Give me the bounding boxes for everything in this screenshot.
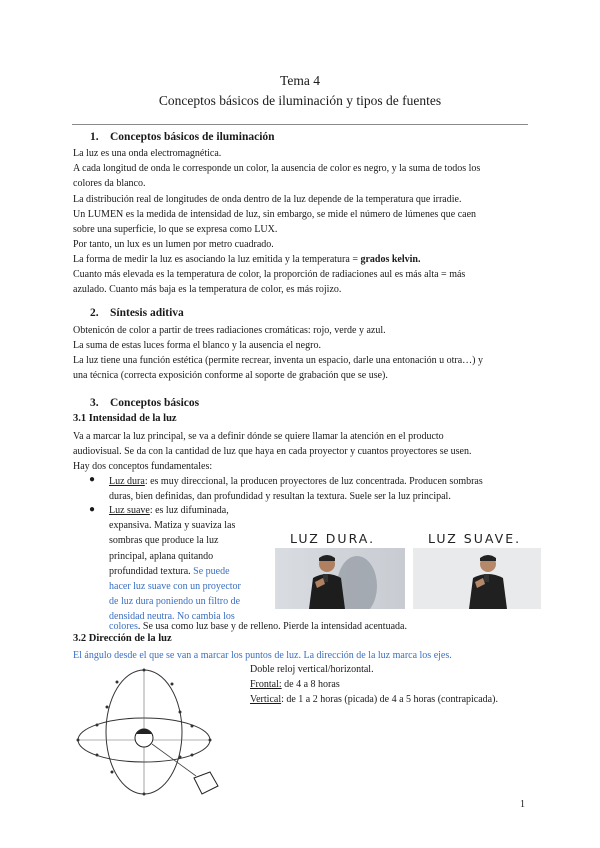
s1-paragraph-6	[73, 252, 420, 267]
s1-paragraph-7b: azulado. Cuanto más baja es la temperatura de color, es más rojizo.	[73, 284, 342, 295]
s1-paragraph-5: Por tanto, un lux es un lumen por metro cuadrado.	[73, 239, 274, 250]
s2-paragraph-2: La suma de estas luces forma el blanco y la ausencia el negro.	[73, 340, 321, 351]
section-1-heading	[90, 131, 275, 143]
bullet-dot-2: ●	[89, 504, 96, 515]
section-2-number: 2.	[90, 307, 99, 319]
frontal-term: Frontal:	[250, 679, 282, 690]
s1-paragraph-2b: colores da blanco.	[73, 178, 146, 189]
vertical-text: : de 1 a 2 horas (picada) de 4 a 5 horas (contrapicada).	[281, 694, 498, 705]
bullet-1-line-1	[109, 474, 483, 489]
page-number: 1	[520, 799, 525, 810]
bullet-2-term: Luz suave	[109, 505, 150, 516]
bullet-2-line-4: principal, aplana quitando	[109, 550, 214, 562]
section-1-number: 1.	[90, 131, 99, 143]
bullet-2-l5: profundidad textura.	[109, 565, 191, 577]
bullet-2-line-3: sombras que produce la luz	[109, 535, 219, 547]
header-rule	[72, 124, 528, 125]
bullet-2-final-line	[109, 619, 407, 634]
direction-double-clock: Doble reloj vertical/horizontal.	[250, 664, 374, 675]
direction-frontal	[250, 679, 340, 690]
s1-paragraph-1: La luz es una onda electromagnética.	[73, 148, 222, 159]
section-2-heading	[90, 307, 184, 319]
bullet-2-blue-1: Se puede	[193, 565, 230, 577]
s1-paragraph-7a: Cuanto más elevada es la temperatura de color, la proporción de radiaciones aul es más alta = más	[73, 269, 466, 280]
s2-paragraph-1: Obtenicón de color a partir de trees radiaciones cromáticas: rojo, verde y azul.	[73, 325, 386, 336]
bullet-2-blue-3: de luz dura poniendo un filtro de	[109, 596, 241, 608]
soft-light-label: LUZ SUAVE.	[428, 531, 522, 546]
document-subtitle: Conceptos básicos de iluminación y tipos de fuentes	[158, 93, 442, 108]
bullet-2-column	[109, 503, 266, 625]
direction-intro: El ángulo desde el que se van a marcar los puntos de luz. La dirección de la luz marca los ejes.	[73, 650, 452, 661]
section-3-heading	[90, 397, 199, 409]
section-3-number: 3.	[90, 397, 99, 409]
s2-paragraph-3a: La luz tiene una función estética (permite recrear, inventa un espacio, darle una entonación u otra…) y	[73, 355, 483, 366]
s1-p6-text: La forma de medir la luz es asociando la luz emitida y la temperatura =	[73, 254, 358, 265]
s1-paragraph-2a: A cada longitud de onda le corresponde un color, la ausencia de color es negro, y la suma de todos los	[73, 163, 481, 174]
bullet-dot-1: ●	[89, 474, 96, 485]
direction-vertical	[250, 694, 498, 705]
hard-light-label: LUZ DURA.	[290, 531, 376, 546]
frontal-text: de 4 a 8 horas	[281, 679, 340, 690]
subsection-3-1-heading: 3.1 Intensidad de la luz	[73, 413, 177, 424]
bullet-2-line-1	[109, 503, 266, 518]
bullet-1-term: Luz dura	[109, 476, 145, 487]
s1-paragraph-3: La distribución real de longitudes de onda dentro de la luz depende de la temperatura que irradie.	[73, 194, 462, 205]
section-1-title: Conceptos básicos de iluminación	[110, 131, 275, 143]
bullet-2-l1: : es luz difuminada,	[149, 505, 229, 516]
bullet-2-line-5	[109, 564, 266, 579]
double-clock-diagram	[72, 662, 222, 802]
s1-p6-bold: grados kelvin.	[360, 254, 421, 265]
bullet-1-line-2: duras, bien definidas, dan profundidad y resultan la textura. Suele ser la luz principal.	[109, 491, 451, 502]
document-title: Tema 4	[280, 73, 320, 88]
bullet-2-blue-5: colores	[109, 621, 138, 632]
s1-paragraph-4b: sobre una superficie, lo que se expresa como LUX.	[73, 224, 278, 235]
s3-paragraph-2: Hay dos conceptos fundamentales:	[73, 461, 213, 472]
vertical-term: Vertical	[250, 694, 282, 705]
subsection-3-2-heading: 3.2 Dirección de la luz	[73, 633, 172, 644]
bullet-2-line-2: expansiva. Matiza y suaviza las	[109, 520, 236, 532]
soft-light-photo	[413, 548, 541, 609]
bullet-2-end: . Se usa como luz base y de relleno. Pierde la intensidad acentuada.	[137, 621, 407, 632]
bullet-1-text: : es muy direccional, la producen proyectores de luz concentrada. Producen sombras	[144, 476, 483, 487]
s3-paragraph-1b: audiovisual. Se da con la cantidad de luz que haya en cada proyector y cuantos proyectores se usen.	[73, 446, 472, 457]
bullet-2-blue-4: densidad neutra. No cambia los	[109, 611, 235, 623]
s3-paragraph-1a: Va a marcar la luz principal, se va a definir dónde se quiere llamar la atención en el producto	[73, 431, 444, 442]
s1-paragraph-4a: Un LUMEN es la medida de intensidad de luz, sin embargo, se mide el número de lúmenes que caen	[73, 209, 477, 220]
hard-light-photo	[275, 548, 405, 609]
section-2-title: Síntesis aditiva	[110, 307, 184, 319]
section-3-title: Conceptos básicos	[110, 397, 200, 409]
bullet-2-blue-2: hacer luz suave con un proyector	[109, 581, 241, 593]
s2-paragraph-3b: una técnica (correcta exposición conforme al soporte de grabación que se use).	[73, 370, 388, 381]
